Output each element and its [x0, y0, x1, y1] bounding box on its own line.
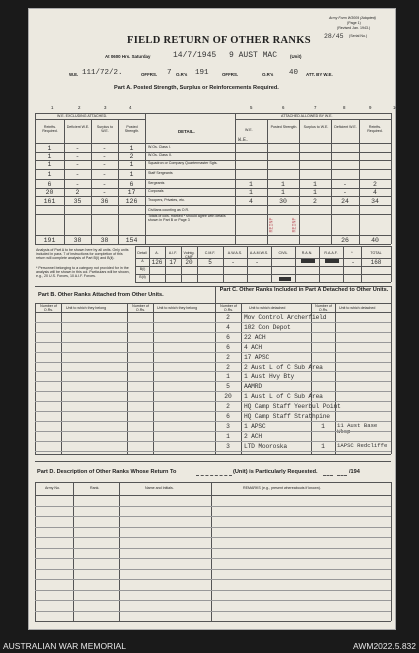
- part-a-cell: -: [102, 171, 107, 178]
- part-c-unit: LTD Mooroska: [244, 442, 287, 450]
- part-c-number: 2: [226, 353, 230, 361]
- analysis-header: A.A.M.W.S.: [249, 251, 269, 255]
- part-c-unit: 22 ACH: [244, 333, 266, 341]
- serial-label: (Serial No.): [349, 34, 368, 38]
- redaction-block: [301, 259, 315, 263]
- part-c-header: Unit to which detached: [249, 306, 286, 310]
- part-a-title: Part A. Posted Strength, Surplus or Reinforcements Required.: [114, 85, 279, 91]
- part-c-unit: 4 ACH: [244, 343, 262, 351]
- analysis-row-label: B(i): [139, 267, 146, 271]
- part-a-cell: 38: [100, 237, 109, 244]
- part-a-cell: 40: [371, 237, 379, 244]
- part-a-detail: Sergeants: [148, 181, 165, 185]
- part-a-cell: -: [343, 189, 347, 196]
- part-d-header: REMARKS (e.g., present whereabouts if known).: [243, 486, 321, 490]
- part-c-number: 6: [226, 333, 230, 341]
- header-reinfts: Reinfts. Required.: [42, 125, 58, 133]
- part-c-unit: 1 APSC: [244, 422, 266, 430]
- part-a-cell: 1: [249, 189, 253, 196]
- part-a-cell: -: [102, 189, 107, 196]
- part-a-cell: 161: [43, 198, 56, 205]
- part-c-unit: 2 Aust L of C Sub Area: [244, 363, 323, 371]
- unit-label: (Unit): [290, 54, 302, 59]
- part-a-cell: 2: [129, 153, 134, 160]
- part-c-number: 6: [226, 343, 230, 351]
- offrs2-label: OFFRS.: [222, 72, 239, 77]
- part-c-unit-2: 1APSC Redcliffe: [337, 441, 388, 449]
- part-a-cell: 6: [129, 181, 134, 188]
- part-a-cell: 2: [373, 181, 377, 188]
- analysis-cell: 17: [169, 259, 177, 266]
- part-b-title: Part B. Other Ranks Attached from Other Units.: [38, 292, 164, 298]
- part-c-number: 3: [226, 422, 230, 430]
- part-c-number: 3: [226, 442, 230, 450]
- part-a-cell: 1: [281, 189, 285, 196]
- part-c-unit: 17 APSC: [244, 353, 270, 361]
- part-a-detail: Totals of cols. marked * should agree with details shown in Part B or Page 3: [148, 214, 226, 222]
- attached-allowed-header: ATTACHED ALLOWED BY W.E.: [281, 114, 333, 118]
- part-d-header: Rank.: [90, 486, 100, 490]
- header-att-surplus: Surplus to W.E.: [303, 125, 329, 129]
- part-c-number: 20: [224, 393, 232, 401]
- part-a-cell: 154: [125, 237, 138, 244]
- part-c-number: 1: [226, 432, 230, 440]
- part-a-detail: Civilians counting as O.R.: [148, 208, 190, 212]
- offrs-value: 7: [167, 69, 172, 77]
- analysis-row-label: A: [141, 259, 144, 263]
- part-d-title-date: /194: [349, 469, 360, 475]
- analysis-row-label: B(ii): [139, 275, 146, 279]
- analysis-cell: -: [255, 259, 259, 266]
- part-a-detail: Corporals: [148, 189, 164, 193]
- header-deficient: Deficient W.E.: [66, 125, 90, 129]
- part-d-title-unit: (Unit) is Particularly Requested.: [233, 469, 318, 475]
- analysis-header: Volntg. CMF: [183, 251, 195, 259]
- part-a-cell: 1: [47, 153, 52, 160]
- header-att-we: W.E.: [245, 128, 253, 132]
- part-a-cell: 1: [281, 181, 285, 188]
- part-c-number: 2: [226, 403, 230, 411]
- part-c-unit: HQ Camp Staff Strathpine: [244, 413, 330, 420]
- part-a-cell: 4: [249, 198, 253, 205]
- we-excluding-header: W.E. EXCLUDING ATTACHED.: [57, 114, 108, 118]
- analysis-header: A.I.F.: [168, 251, 178, 255]
- att-label: ATT. BY W.E.: [306, 72, 333, 77]
- part-c-unit: 1 Aust L of C Sub Area: [244, 393, 323, 401]
- part-a-cell: 36: [100, 198, 109, 205]
- part-c-unit: HQ Camp Staff Yeerbul Point: [244, 403, 341, 411]
- part-d-header: Name and Initials.: [145, 486, 174, 490]
- analysis-cell: -: [231, 259, 235, 266]
- ors2-label: O.R's: [262, 72, 274, 77]
- return-date: 14/7/1945: [173, 51, 217, 60]
- part-c-unit: 1 Aust Hvy Bty: [244, 373, 295, 381]
- part-d-header: Army No.: [45, 486, 60, 490]
- part-c-unit: Mov Control Archerfield: [244, 314, 327, 321]
- we-label: W.E.: [69, 72, 79, 77]
- part-c-number: 2: [226, 363, 230, 371]
- header-att-deficient: Deficient W.E.: [334, 125, 357, 129]
- red-stamp-1: REINF: [268, 217, 275, 233]
- archive-footer: [0, 640, 419, 653]
- analysis-header: R.A.A.F.: [324, 251, 338, 255]
- part-a-cell: 126: [125, 198, 138, 205]
- part-a-cell: 30: [279, 198, 287, 205]
- analysis-cell: 126: [151, 259, 163, 266]
- analysis-cell: 5: [208, 259, 212, 266]
- footer-accession: AWM2022.5.832: [353, 641, 416, 651]
- part-a-cell: 1: [47, 145, 52, 152]
- part-a-cell: 1: [47, 161, 52, 168]
- form-ref-line2: (Page 1): [347, 21, 361, 25]
- part-a-cell: -: [343, 181, 347, 188]
- part-a-cell: 35: [73, 198, 82, 205]
- analysis-note: Analysis of Part A to be shown here by all units. Only units included in para. 7 of instructions for completion of this return will complete analysis of Part B(i) and B(ii).: [36, 248, 129, 260]
- part-a-cell: -: [75, 153, 80, 160]
- part-a-cell: -: [102, 161, 107, 168]
- analysis-header: C.M.F.: [204, 251, 216, 255]
- part-c-number: 6: [226, 413, 230, 420]
- part-a-cell: -: [75, 145, 80, 152]
- ors-value: 191: [195, 69, 209, 77]
- part-a-cell: -: [75, 171, 80, 178]
- analysis-header: *: [351, 251, 353, 255]
- part-a-cell: 1: [249, 181, 253, 188]
- analysis-header: CIVIL: [278, 251, 288, 255]
- part-c-unit: 102 Con Depot: [244, 323, 291, 331]
- part-a-cell: 1: [129, 161, 134, 168]
- stamp-we: W.E.: [238, 137, 249, 143]
- part-a-cell: 1: [129, 145, 134, 152]
- part-b-header: Unit to which they belong: [157, 306, 198, 310]
- header-att-reinfts: Reinfts. Required.: [367, 125, 383, 133]
- part-c-number-2: 1: [321, 442, 325, 450]
- part-a-detail: W.Os. Class I.: [148, 145, 171, 149]
- part-c-unit: AAMRD: [244, 383, 262, 391]
- ors2-value: 40: [289, 69, 299, 77]
- part-a-cell: -: [102, 181, 107, 188]
- part-a-cell: 4: [373, 189, 377, 196]
- serial-number: 28/45: [324, 33, 344, 40]
- part-a-cell: 24: [341, 198, 349, 205]
- red-stamp-2: REINF: [291, 217, 298, 233]
- part-a-cell: 6: [47, 181, 52, 188]
- part-c-number: 4: [226, 323, 230, 331]
- part-a-cell: 17: [127, 189, 136, 196]
- ors-label: O.R's: [176, 72, 188, 77]
- part-a-detail: W.Os. Class II.: [148, 153, 172, 157]
- part-a-cell: 1: [313, 181, 317, 188]
- part-c-number-2: 1: [321, 422, 325, 430]
- part-a-cell: 20: [45, 189, 54, 196]
- detail-header: DETAIL.: [178, 129, 195, 134]
- part-c-number: 1: [226, 373, 230, 381]
- part-c-unit: 2 ACH: [244, 432, 262, 440]
- analysis-cell: 20: [185, 259, 193, 266]
- part-a-cell: -: [102, 145, 107, 152]
- part-a-cell: 38: [73, 237, 82, 244]
- part-a-cell: 2: [75, 189, 80, 196]
- header-att-posted: Posted Strength.: [270, 125, 298, 129]
- part-a-cell: 1: [47, 171, 52, 178]
- part-a-detail: Squadron or Company Quartermaster Sgts.: [148, 161, 218, 165]
- analysis-header: Detail: [137, 251, 147, 255]
- part-c-unit-2: 11 Aust Base Wksp: [337, 421, 378, 435]
- part-a-cell: 1: [313, 189, 317, 196]
- header-surplus: Surplus to W.E.: [96, 125, 114, 133]
- analysis-header: TOTAL: [370, 251, 382, 255]
- part-a-cell: 191: [43, 237, 56, 244]
- analysis-total: 168: [370, 259, 382, 266]
- footer-source: AUSTRALIAN WAR MEMORIAL: [3, 641, 126, 651]
- we-value: 111/72/2.: [82, 69, 123, 77]
- form-ref-line1: Army Form W3009 (Adapted): [329, 16, 376, 20]
- part-c-title: Part C. Other Ranks Included in Part A Detached to Other Units.: [219, 287, 389, 293]
- form-page: Army Form W3009 (Adapted) (Page 1) (Revised Jan. 1943.) 28/45 (Serial No.) FIELD RETURN OF OTHER RANKS At 0600 Hrs. Saturday 14/7/1945 9 AUST MAC (Unit) W.E. 111/72/2. OFFRS. 7 O.R's 191 OFFRS. O.R's 40 ATT. BY W.E. Part A. Posted Strength, Surplus or Reinforcements Required. 1 2 3 4 5 6 7 8 9 10 W.E. EXCLUDING ATTACHED. ATTACHED ALLOWED BY W.E. DETAIL. Reinfts. Required. Deficient W.E. Surplus to W.E. Posted Strength. W.E. Posted Strength. Surplus to W.E. Deficient W.E. Reinfts. Required. W.E. REINF REINF 1 - - 1 W.Os. Class I. 1 - - 2 W.Os. Class II. 1 - - 1 Squadron or Company Quartermaster Sgts. 1 - - 1 Staff Sergeants 6 - - 6 1 1 1 - 2 Sergeants 20 2 - 17 1 1 1 - 4 Corporals 161 35 36 126 4 30 2 24 34 Troopers, Privates, etc. Civilians counting as O.R. Totals of cols. marked * should agree with details shown in Part B or Page 3 191 38 38 154 26 40 Analysis of Part A to be shown here by all units. Only units included in para. 7 of instructions for completion of this return will complete analysis of Part B(i) and B(ii). * Personnel belonging to a category not provided for in the analysis will be shown in this col. Particulars will be shown, e.g., 20 U.S. Forces, 10 A.I.F. Forces. Detail A. A.I.F. Volntg. CMF C.M.F. A.W.A.S. A.A.M.W.S. CIVIL R.A.N. R.A.A.F. * TOTAL A 126 17 20 5 168 - - - B(i) B(ii) Part B. Other Ranks Attached from Other Units. Part C. Other Ranks Included in Part A Detached to Other Units. Number of O.Rs. Unit to which they belong Number of O.Rs. Unit to which they belong Number of O.Rs. Unit to which detached Number of O.Rs. Unit to which detached 2 Mov Control Archerfield 4 102 Con Depot 6 22 ACH 6 4 ACH 2 17 APSC 2 2 Aust L of C Sub Area 1 1 Aust Hvy Bty 5 AAMRD 20 1 Aust L of C Sub Area 2 HQ Camp Staff Yeerbul Point 6 HQ Camp Staff Strathpine 3 1 APSC 1 11 Aust Base Wksp 1 2 ACH 3 LTD Mooroska 1 1APSC Redcliffe Part D. Description of Other Ranks Whose Return To (Unit) is Particularly Requested. /194 Army No. Rank. Name and Initials. REMARKS (e.g., present whereabouts if known).: [28, 8, 396, 630]
- header-posted: Posted Strength.: [124, 125, 140, 133]
- offrs-label: OFFRS.: [141, 72, 158, 77]
- part-a-cell: 34: [371, 198, 379, 205]
- form-ref-line3: (Revised Jan. 1943.): [337, 26, 371, 30]
- part-b-header: Number of O.Rs.: [40, 304, 57, 312]
- part-a-cell: 2: [313, 198, 317, 205]
- personnel-note: * Personnel belonging to a category not provided for in the analysis will be shown in this col. Particulars will be shown, e.g., 20 U.S. Forces, 10 A.I.F. Forces.: [36, 266, 130, 278]
- part-c-header: Number of O.Rs.: [315, 304, 332, 312]
- part-c-number: 2: [226, 314, 230, 321]
- part-a-cell: 26: [341, 237, 349, 244]
- part-b-header: Unit to which they belong: [66, 306, 107, 310]
- part-c-header: Number of O.Rs.: [220, 304, 237, 312]
- redaction-block: [325, 259, 339, 263]
- unit-name: 9 AUST MAC: [229, 51, 278, 60]
- part-a-detail: Staff Sergeants: [148, 171, 173, 175]
- part-a-cell: -: [102, 153, 107, 160]
- part-a-cell: -: [75, 181, 80, 188]
- part-a-cell: 1: [129, 171, 134, 178]
- part-d-title: Part D. Description of Other Ranks Whose Return To: [37, 469, 177, 475]
- part-b-header: Number of O.Rs.: [132, 304, 149, 312]
- analysis-header: A.: [155, 251, 159, 255]
- analysis-cell: -: [351, 259, 355, 266]
- part-a-cell: -: [75, 161, 80, 168]
- part-a-detail: Troopers, Privates, etc.: [148, 198, 186, 202]
- part-c-number: 5: [226, 383, 230, 391]
- redaction-block: [279, 277, 291, 281]
- analysis-header: R.A.N.: [301, 251, 313, 255]
- analysis-header: A.W.A.S.: [227, 251, 243, 255]
- at-label: At 0600 Hrs. Saturday: [105, 54, 151, 59]
- part-c-header: Unit to which detached: [339, 306, 376, 310]
- form-title: FIELD RETURN OF OTHER RANKS: [127, 35, 311, 46]
